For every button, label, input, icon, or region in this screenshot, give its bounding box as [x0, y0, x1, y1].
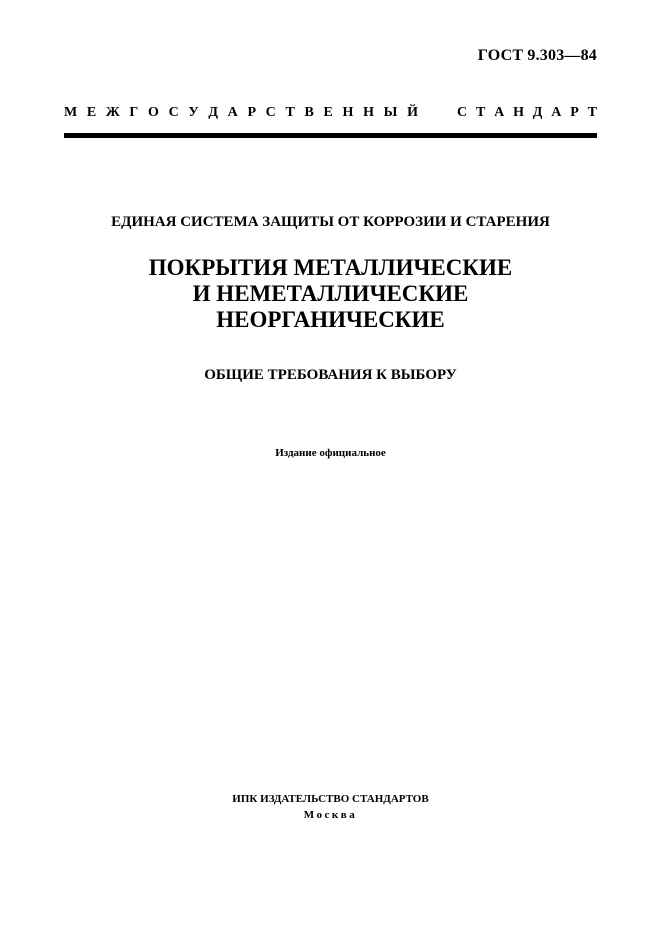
series-title: ЕДИНАЯ СИСТЕМА ЗАЩИТЫ ОТ КОРРОЗИИ И СТАРЕНИЯ [111, 214, 550, 230]
letter: Н [363, 105, 374, 120]
publisher: ИПК ИЗДАТЕЛЬСТВО СТАНДАРТОВ [232, 793, 429, 805]
letter: Р [570, 105, 579, 120]
heading-divider [64, 133, 597, 138]
letter: Т [587, 105, 597, 120]
letter: Т [285, 105, 295, 120]
letter: А [227, 105, 238, 120]
letter: Е [323, 105, 333, 120]
main-title-line: И НЕМЕТАЛЛИЧЕСКИЕ [192, 281, 469, 306]
letter: Р [247, 105, 256, 120]
main-title [0, 255, 661, 333]
letter: М [64, 105, 78, 120]
standard-type-word-interstate [64, 103, 418, 123]
letter: Ж [105, 105, 120, 120]
standard-type-word-standard [457, 103, 597, 123]
letter: Н [342, 105, 354, 120]
standard-type-heading [64, 103, 597, 123]
letter: Т [475, 105, 486, 120]
letter: В [304, 105, 314, 120]
main-title-line: ПОКРЫТИЯ МЕТАЛЛИЧЕСКИЕ [148, 255, 513, 280]
letter: О [148, 105, 159, 120]
publication-city: Москва [303, 809, 358, 821]
letter: Е [86, 105, 97, 120]
edition-note: Издание официальное [275, 447, 386, 459]
main-title-line: НЕОРГАНИЧЕСКИЕ [216, 307, 445, 332]
subtitle: ОБЩИЕ ТРЕБОВАНИЯ К ВЫБОРУ [204, 367, 457, 383]
letter: У [188, 105, 199, 120]
letter: Г [129, 105, 139, 120]
letter: Д [532, 105, 543, 120]
letter: Ы [383, 105, 398, 120]
letter: Й [407, 105, 418, 120]
letter: Н [513, 105, 524, 120]
letter: С [265, 105, 276, 120]
letter: А [494, 105, 505, 120]
letter: А [551, 105, 562, 120]
document-number: ГОСТ 9.303—84 [477, 47, 597, 64]
letter: С [457, 105, 468, 120]
letter: С [168, 105, 179, 120]
letter: Д [208, 105, 218, 120]
